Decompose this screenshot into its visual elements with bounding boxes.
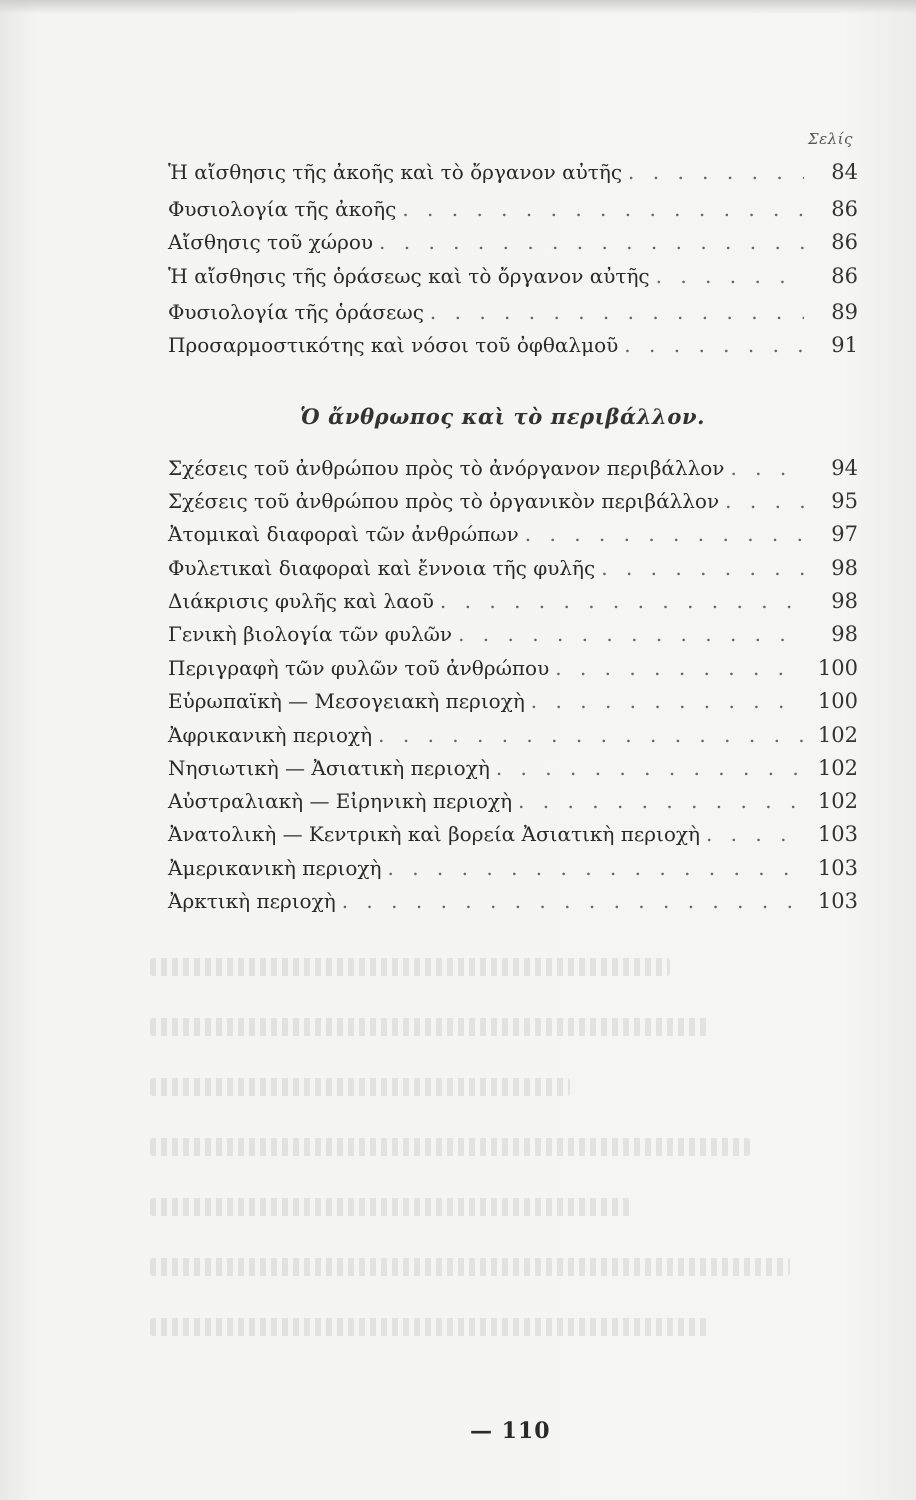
- toc-leader-dots: [531, 689, 804, 713]
- toc-entry-title: Περιγραφὴ τῶν φυλῶν τοῦ ἀνθρώπου: [168, 656, 550, 680]
- toc-leader-dots: [525, 522, 804, 546]
- toc-entry-page: 102: [817, 723, 858, 747]
- toc-entry-title: Προσαρμοστικότης καὶ νόσοι τοῦ ὀφθαλμοῦ: [168, 333, 619, 357]
- toc-entry-title: Ἡ αἴσθησις τῆς ὁράσεως καὶ τὸ ὄργανον αὐτῆς: [168, 264, 650, 288]
- toc-entry-page: 102: [817, 756, 858, 780]
- toc-entry: [168, 622, 858, 656]
- toc-entry-title: Εὐρωπαϊκὴ — Μεσογειακὴ περιοχὴ: [168, 689, 525, 713]
- toc-leader-dots: [624, 333, 804, 357]
- toc-leader-dots: [430, 300, 804, 324]
- toc-entry: [168, 822, 858, 856]
- toc-entry-title: Ἡ αἴσθησις τῆς ἀκοῆς καὶ τὸ ὄργανον αὐτῆς: [168, 160, 623, 184]
- toc-entry-page: 86: [831, 230, 858, 254]
- toc-entry-title: Ἀμερικανικὴ περιοχὴ: [168, 856, 382, 880]
- toc-leader-dots: [440, 589, 804, 613]
- toc-entry-title: Αὐστραλιακὴ — Εἰρηνικὴ περιοχὴ: [168, 789, 513, 813]
- toc-entry-title: Σχέσεις τοῦ ἀνθρώπου πρὸς τὸ ὀργανικὸν περιβάλλον: [168, 489, 720, 513]
- toc-entry: [168, 556, 858, 590]
- toc-entry-page: 97: [831, 522, 858, 546]
- toc-entry: [168, 723, 858, 757]
- toc-entry-page: 103: [817, 822, 858, 846]
- toc-entry-title: Ἀρκτικὴ περιοχὴ: [168, 889, 336, 913]
- toc-leader-dots: [458, 622, 804, 646]
- bleed-through-line: [150, 1018, 710, 1036]
- toc-entry-title: Σχέσεις τοῦ ἀνθρώπου πρὸς τὸ ἀνόργανον περιβάλλον: [168, 456, 725, 480]
- toc-entry: [168, 656, 858, 690]
- toc-leader-dots: [496, 756, 804, 780]
- toc-leader-dots: [402, 197, 804, 221]
- toc-entry-page: 84: [831, 160, 858, 184]
- toc-entry-page: 98: [831, 589, 858, 613]
- toc-entry-title: Ἀτομικαὶ διαφοραὶ τῶν ἀνθρώπων: [168, 522, 519, 546]
- toc-leader-dots: [342, 889, 804, 913]
- bleed-through-line: [150, 1078, 570, 1096]
- toc-entry-page: 103: [817, 889, 858, 913]
- toc-leader-dots: [518, 789, 804, 813]
- toc-entry: [168, 230, 858, 264]
- toc-entry-page: 95: [831, 489, 858, 513]
- toc-leader-dots: [628, 160, 804, 184]
- toc-entry: [168, 589, 858, 623]
- toc-entry-title: Φυσιολογία τῆς ὁράσεως: [168, 300, 424, 324]
- section-heading: Ὁ ἄνθρωπος καὶ τὸ περιβάλλον.: [300, 404, 706, 429]
- toc-entry-title: Φυσιολογία τῆς ἀκοῆς: [168, 197, 397, 221]
- toc-entry-title: Ἀνατολικὴ — Κεντρικὴ καὶ βορεία Ἀσιατικὴ περιοχὴ: [168, 822, 700, 846]
- bleed-through-line: [150, 1198, 630, 1216]
- toc-entry: [168, 160, 858, 194]
- toc-leader-dots: [379, 230, 804, 254]
- toc-entry: [168, 689, 858, 723]
- toc-leader-dots: [706, 822, 804, 846]
- toc-entry-page: 86: [831, 264, 858, 288]
- toc-entry: [168, 789, 858, 823]
- toc-entry: [168, 489, 858, 523]
- toc-entry-title: Γενικὴ βιολογία τῶν φυλῶν: [168, 622, 453, 646]
- toc-leader-dots: [601, 556, 804, 580]
- page-number: — 110: [470, 1418, 551, 1444]
- toc-entry: [168, 333, 858, 367]
- toc-entry: [168, 456, 858, 490]
- toc-entry: [168, 197, 858, 231]
- toc-leader-dots: [656, 264, 804, 288]
- toc-entry: [168, 264, 858, 298]
- toc-entry-page: 94: [831, 456, 858, 480]
- bleed-through-line: [150, 1258, 790, 1276]
- bleed-through-line: [150, 958, 670, 976]
- toc-entry: [168, 300, 858, 334]
- toc-entry: [168, 889, 858, 923]
- toc-entry-title: Νησιωτικὴ — Ἀσιατικὴ περιοχὴ: [168, 756, 490, 780]
- toc-entry-title: Διάκρισις φυλῆς καὶ λαοῦ: [168, 589, 434, 613]
- toc-entry-page: 103: [817, 856, 858, 880]
- toc-entry-page: 89: [831, 300, 858, 324]
- toc-leader-dots: [555, 656, 804, 680]
- toc-entry-page: 98: [831, 556, 858, 580]
- toc-entry: [168, 522, 858, 556]
- page-column-header: Σελίς: [808, 130, 853, 148]
- toc-entry-page: 100: [817, 689, 858, 713]
- toc-leader-dots: [725, 489, 804, 513]
- toc-entry-page: 102: [817, 789, 858, 813]
- toc-entry: [168, 856, 858, 890]
- bleed-through-line: [150, 1318, 710, 1336]
- toc-entry-title: Αἴσθησις τοῦ χώρου: [168, 230, 374, 254]
- bleed-through-line: [150, 1138, 750, 1156]
- toc-entry-page: 91: [831, 333, 858, 357]
- toc-entry-page: 86: [831, 197, 858, 221]
- toc-entry-title: Φυλετικαὶ διαφοραὶ καὶ ἔννοια τῆς φυλῆς: [168, 556, 596, 580]
- toc-leader-dots: [730, 456, 804, 480]
- toc-leader-dots: [378, 723, 804, 747]
- toc-entry-title: Ἀφρικανικὴ περιοχὴ: [168, 723, 373, 747]
- toc-entry: [168, 756, 858, 790]
- toc-entry-page: 98: [831, 622, 858, 646]
- toc-leader-dots: [388, 856, 805, 880]
- toc-entry-page: 100: [817, 656, 858, 680]
